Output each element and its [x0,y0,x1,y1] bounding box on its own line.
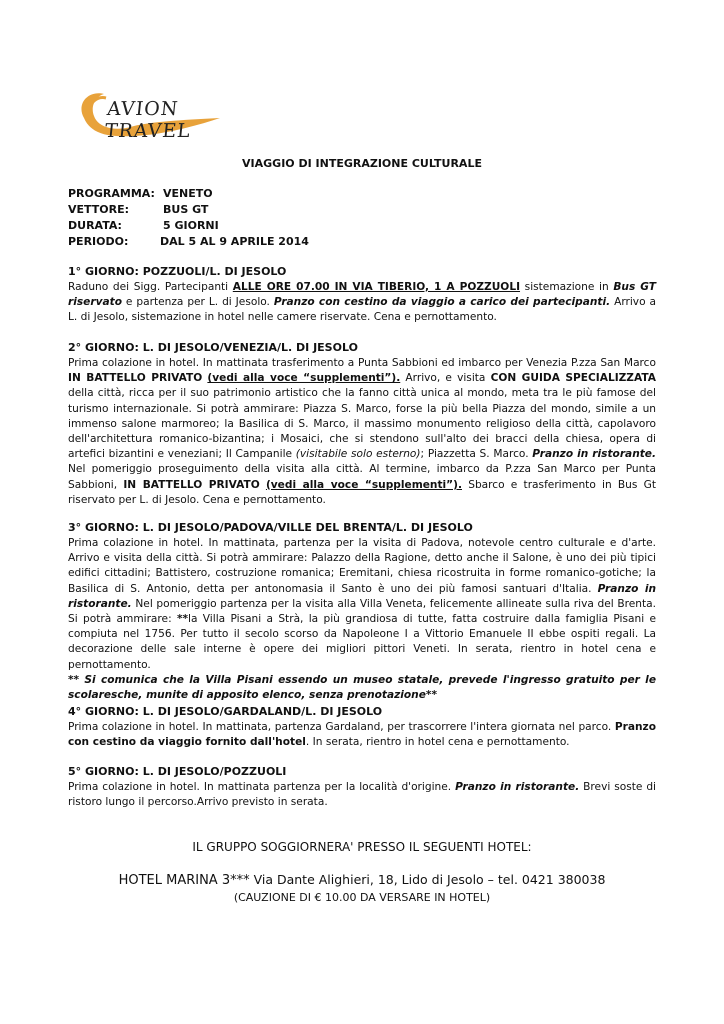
day-2-text: Prima colazione in hotel. In mattinata trasferimento a Punta Sabbioni ed imbarco per Venezia P.zza San Marco IN BATTELLO PRIVATO (vedi alla voce “supplementi”). Arrivo, e visita CON GUIDA SPECIALIZZATA della città, ricca per il suo patrimonio artistico che la fanno città unica al mondo, meta tra le più famose del turismo internazionale. Si potrà ammirare: Piazza S. Marco, forse la più bella Piazza del mondo, simile a un immenso salone marmoreo; la Basilica di S. Marco, il massimo monumento religioso della città, capolavoro dell'architettura romanico-bizantina; i Mosaici, che si stendono sull'alto dei bracci della chiesa, opera di artefici bizantini e veneziani; Il Campanile (visitabile solo esterno); Piazzetta S. Marco. Pranzo in ristorante. Nel pomeriggio proseguimento della visita alla città. Al termine, imbarco da P.zza San Marco per Punta Sabbioni, IN BATTELLO PRIVATO (vedi alla voce “supplementi”). Sbarco e trasferimento in Bus Gt riservato per L. di Jesolo. Cena e pernottamento. [68,357,657,506]
day-1-heading: 1° GIORNO: POZZUOLI/L. DI JESOLO [68,265,287,278]
info-row: PERIODO: DAL 5 AL 9 APRILE 2014 [68,235,309,248]
day-5-text: Prima colazione in hotel. In mattinata partenza per la località d'origine. Pranzo in ristorante. Brevi soste di ristoro lungo il percorso.Arrivo previsto in serata. [68,781,656,809]
day-1-section [68,264,656,326]
hotel-deposit: (CAUZIONE DI € 10.00 DA VERSARE IN HOTEL) [233,891,491,904]
day-5-heading: 5° GIORNO: L. DI JESOLO/POZZUOLI [68,765,287,778]
avion-travel-logo [70,80,240,142]
day-4-section [68,704,656,750]
day-2-section [68,340,656,508]
day-3-note: ** Si comunica che la Villa Pisani essendo un museo statale, prevede l'ingresso gratuito per le scolaresche, munite di apposito elenco, senza prenotazione** [68,673,656,702]
hotel-address: Via Dante Alighieri, 18, Lido di Jesolo – tel. 0421 380038 [249,872,606,887]
info-row: PROGRAMMA: VENETO [68,187,213,200]
day-2-heading: 2° GIORNO: L. DI JESOLO/VENEZIA/L. DI JESOLO [68,341,358,354]
trip-info [68,186,309,250]
info-row: DURATA: 5 GIORNI [68,219,219,232]
day-4-heading: 4° GIORNO: L. DI JESOLO/GARDALAND/L. DI JESOLO [68,705,383,718]
page-title: VIAGGIO DI INTEGRAZIONE CULTURALE [242,157,482,170]
day-4-text: Prima colazione in hotel. In mattinata, partenza Gardaland, per trascorrere l'intera giornata nel parco. Pranzo con cestino da viaggio fornito dall'hotel. In serata, rientro in hotel cena e pernottamento. [68,721,656,749]
hotel-intro: IL GRUPPO SOGGIORNERA' PRESSO IL SEGUENTI HOTEL: [192,840,532,854]
hotel-name: HOTEL MARINA 3*** [118,873,250,888]
day-1-text: Raduno dei Sigg. Partecipanti ALLE ORE 07.00 IN VIA TIBERIO, 1 A POZZUOLI sistemazione in Bus GT riservato e partenza per L. di Jesolo. Pranzo con cestino da viaggio a carico dei partecipanti. Arrivo a L. di Jesolo, sistemazione in hotel nelle camere riservate. Cena e pernottamento. [68,281,656,324]
day-3-heading: 3° GIORNO: L. DI JESOLO/PADOVA/VILLE DEL BRENTA/L. DI JESOLO [68,521,473,534]
hotel-line [68,872,656,888]
day-3-section [68,520,656,703]
day-3-text: Prima colazione in hotel. In mattinata, partenza per la visita di Padova, notevole centro culturale e d'arte. Arrivo e visita della città. Si potrà ammirare: Palazzo della Ragione, detto anche il Salone, è uno dei più tipici edifici cittadini; Battistero, costruzione romanica; Eremitani, chiesa ricostruita in forme romanico-gotiche; la Basilica di S. Antonio, detta per antonomasia il Santo è uno dei più famosi santuari d'Italia. Pranzo in ristorante. Nel pomeriggio partenza per la visita alla Villa Veneta, felicemente allineate sulla riva del Brenta. Si potrà ammirare: **la Villa Pisani a Strà, la più grandiosa di tutte, fatta costruire dalla famiglia Pisani e compiuta nel 1756. Per tutto il secolo scorso da Napoleone I a Vittorio Emanuele II ebbe ospiti regali. La decorazione delle sale interne è opere dei migliori pittori Veneti. In serata, rientro in hotel cena e pernottamento. [68,537,656,671]
day-5-section [68,764,656,810]
logo-text: AVION TRAVEL [103,98,192,142]
info-row: VETTORE: BUS GT [68,203,209,216]
